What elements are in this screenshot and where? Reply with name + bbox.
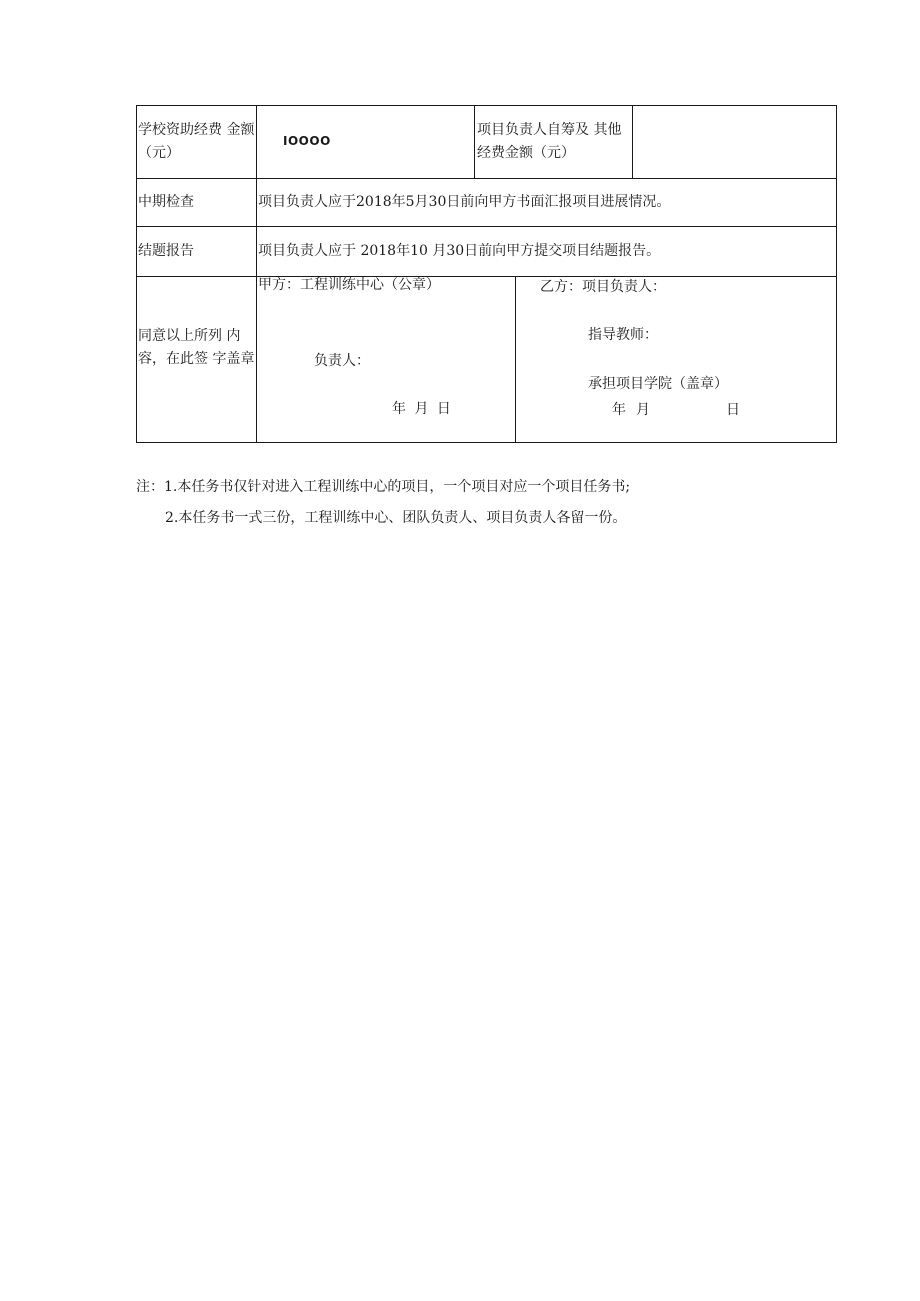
row-separator <box>136 226 837 227</box>
funding-amount-label: 学校资助经费 金额（元） <box>138 122 255 161</box>
party-b-advisor: 指导教师： <box>588 327 658 343</box>
table-border-bottom <box>136 442 837 443</box>
party-b-date-year: 年 <box>612 402 626 418</box>
party-b-title: 乙方：项目负责人： <box>540 279 666 295</box>
party-a-person: 负责人： <box>314 353 370 369</box>
table-border-top <box>136 105 837 106</box>
row-separator <box>136 276 837 277</box>
party-b-college: 承担项目学院（盖章） <box>588 376 728 392</box>
table-border-left <box>136 105 137 443</box>
note-line-2: 2.本任务书一式三份，工程训练中心、团队负责人、项目负责人各留一份。 <box>165 510 627 526</box>
column-separator <box>632 105 633 179</box>
column-separator <box>256 105 257 443</box>
party-a-date: 年 月 日 <box>392 401 451 417</box>
column-separator <box>515 276 516 443</box>
row-separator <box>136 178 837 179</box>
column-separator <box>474 105 475 179</box>
note-line-1: 注：1.本任务书仅针对进入工程训练中心的项目，一个项目对应一个项目任务书; <box>136 479 631 495</box>
party-b-date-month: 月 <box>636 402 650 418</box>
party-a-title: 甲方：工程训练中心（公章） <box>258 277 440 293</box>
table-border-right <box>836 105 837 443</box>
funding-amount-value: IOOOO <box>283 134 331 148</box>
midterm-check-label: 中期检查 <box>138 194 194 210</box>
final-report-label: 结题报告 <box>138 243 194 259</box>
signature-label: 同意以上所列 内容，在此签 字盖章 <box>138 328 255 367</box>
party-b-date-day: 日 <box>726 402 740 418</box>
self-funding-label: 项目负责人自筹及 其他经费金额（元） <box>477 122 622 161</box>
midterm-check-content: 项目负责人应于2018年5月30日前向甲方书面汇报项目进展情况。 <box>258 194 671 210</box>
final-report-content: 项目负责人应于 2018年10 月30日前向甲方提交项目结题报告。 <box>258 243 661 259</box>
